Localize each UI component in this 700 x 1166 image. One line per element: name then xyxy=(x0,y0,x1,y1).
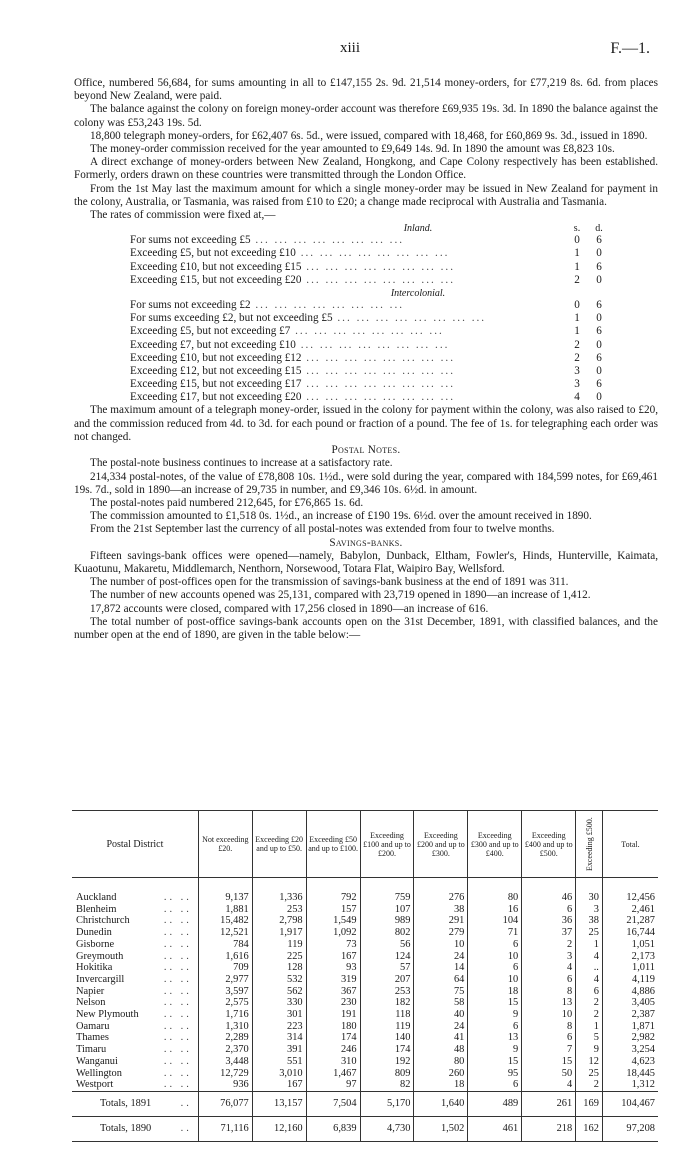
cell-value: 157 xyxy=(306,904,360,916)
cell-value: 6 xyxy=(468,939,522,951)
intercolonial-heading: Intercolonial. xyxy=(390,287,446,299)
cell-value: 75 xyxy=(414,986,468,998)
cell-value: 5,170 xyxy=(360,1091,414,1116)
commission-rates xyxy=(130,222,610,404)
cell-value: 30 xyxy=(576,878,603,904)
cell-value: 13 xyxy=(522,997,576,1009)
paragraph: 17,872 accounts were closed, compared with 17,256 closed in 1890—an increase of 616. xyxy=(90,602,489,615)
cell-value: 223 xyxy=(252,1021,306,1033)
cell-value: 46 xyxy=(522,878,576,904)
cell-value: 174 xyxy=(360,1044,414,1056)
cell-value: 191 xyxy=(306,1009,360,1021)
district-name: Invercargill .. .. xyxy=(76,973,192,985)
rate-shillings: 4 xyxy=(574,391,580,404)
cell-value: 8 xyxy=(522,986,576,998)
rate-label: Exceeding £7, but not exceeding £10 ... xyxy=(130,339,566,352)
cell-value: 2,461 xyxy=(602,904,658,916)
cell-value: 3 xyxy=(522,951,576,963)
rate-shillings: 2 xyxy=(574,273,580,286)
cell-value: 802 xyxy=(360,927,414,939)
cell-value: 15 xyxy=(468,1056,522,1068)
cell-value: 82 xyxy=(360,1079,414,1091)
column-header: Total. xyxy=(602,811,658,878)
cell-value: 9,137 xyxy=(198,878,252,904)
table-row xyxy=(72,986,658,998)
cell-value: 16 xyxy=(468,904,522,916)
cell-value: 12,160 xyxy=(252,1116,306,1141)
column-header: Exceeding £20 and up to £50. xyxy=(252,811,306,878)
table-row xyxy=(72,974,658,986)
cell-value: 225 xyxy=(252,951,306,963)
cell-value: 12 xyxy=(576,1056,603,1068)
rate-row xyxy=(130,261,610,274)
cell-value: 38 xyxy=(576,915,603,927)
cell-value: 1,310 xyxy=(198,1021,252,1033)
district-name: Thames .. .. xyxy=(76,1032,192,1044)
rate-pence: 6 xyxy=(596,234,602,247)
table-row xyxy=(72,997,658,1009)
paragraph: The maximum amount of a telegraph money-order, issued in the colony for payment within the colony, was also raised to £20, and the commission reduced from 4d. to 3d. for each pound or fraction of a pound. The fee of 1s. for telegraphing each order was not changed. xyxy=(74,404,658,443)
paragraph: From the 21st September last the currency of all postal-notes was extended from four to twelve months. xyxy=(90,523,555,536)
rate-pence: 0 xyxy=(596,247,602,260)
cell-value: 1,640 xyxy=(414,1091,468,1116)
cell-value: 24 xyxy=(414,1021,468,1033)
cell-value: 6,839 xyxy=(306,1116,360,1141)
cell-value: 1,716 xyxy=(198,1009,252,1021)
rate-label: Exceeding £15, but not exceeding £20 ... xyxy=(130,274,566,287)
rate-shillings: 1 xyxy=(574,325,580,338)
cell-value: 174 xyxy=(306,1032,360,1044)
cell-value: 18 xyxy=(468,986,522,998)
body-text xyxy=(74,77,658,642)
cell-value: 180 xyxy=(306,1021,360,1033)
table-row xyxy=(72,904,658,916)
cell-value: 21,287 xyxy=(602,915,658,927)
table-row xyxy=(72,939,658,951)
cell-value: 119 xyxy=(252,939,306,951)
table-row xyxy=(72,951,658,963)
cell-value: 93 xyxy=(306,962,360,974)
cell-value: 709 xyxy=(198,962,252,974)
cell-value: 291 xyxy=(414,915,468,927)
cell-value: 10 xyxy=(522,1009,576,1021)
cell-value: 1,549 xyxy=(306,915,360,927)
column-header: Postal District xyxy=(72,811,198,878)
cell-value: 8 xyxy=(522,1021,576,1033)
cell-value: 182 xyxy=(360,997,414,1009)
cell-value: 4 xyxy=(576,951,603,963)
cell-value: 2,977 xyxy=(198,974,252,986)
rate-pence: 6 xyxy=(596,378,602,391)
cell-value: 48 xyxy=(414,1044,468,1056)
rate-label: Exceeding £5, but not exceeding £7 ... xyxy=(130,325,566,338)
rate-shillings: 3 xyxy=(574,378,580,391)
district-name: Wanganui .. .. xyxy=(76,1055,192,1067)
cell-value: 989 xyxy=(360,915,414,927)
cell-value: 192 xyxy=(360,1056,414,1068)
paragraph: The total number of post-office savings-bank accounts open on the 31st December, 1891, with classified balances, and the number open at the end of 1890, are given in the table below:— xyxy=(74,615,658,641)
cell-value: 7 xyxy=(522,1044,576,1056)
cell-value: 489 xyxy=(468,1091,522,1116)
rate-shillings: 0 xyxy=(574,298,580,311)
cell-value: 367 xyxy=(306,986,360,998)
cell-value: 3 xyxy=(576,904,603,916)
cell-value: 253 xyxy=(252,904,306,916)
cell-value: 314 xyxy=(252,1032,306,1044)
table-row xyxy=(72,1044,658,1056)
paragraph: The commission amounted to £1,518 0s. 1½d., an increase of £190 19s. 6½d. over the amount received in 1890. xyxy=(90,510,592,523)
cell-value: 2,387 xyxy=(602,1009,658,1021)
cell-value: 6 xyxy=(522,1032,576,1044)
cell-value: 104 xyxy=(468,915,522,927)
cell-value: 461 xyxy=(468,1116,522,1141)
table-row xyxy=(72,1032,658,1044)
cell-value: 551 xyxy=(252,1056,306,1068)
district-name: New Plymouth .. .. xyxy=(76,1009,192,1021)
cell-value: 1,616 xyxy=(198,951,252,963)
cell-value: 10 xyxy=(468,951,522,963)
totals-label: Totals, 1890 .. xyxy=(72,1116,198,1141)
totals-label: Totals, 1891 .. xyxy=(72,1091,198,1116)
district-name: Dunedin .. .. xyxy=(76,927,192,939)
cell-value: 230 xyxy=(306,997,360,1009)
cell-value: 71,116 xyxy=(198,1116,252,1141)
column-header: Exceeding £100 and up to £200. xyxy=(360,811,414,878)
cell-value: 16,744 xyxy=(602,927,658,939)
rate-shillings: 2 xyxy=(574,351,580,364)
cell-value: 25 xyxy=(576,927,603,939)
cell-value: 936 xyxy=(198,1079,252,1091)
cell-value: 261 xyxy=(522,1091,576,1116)
cell-value: 6 xyxy=(576,986,603,998)
rate-pence: 6 xyxy=(596,351,602,364)
rate-pence: 0 xyxy=(596,391,602,404)
column-header: Exceeding £300 and up to £400. xyxy=(468,811,522,878)
rate-pence: 6 xyxy=(596,298,602,311)
cell-value: 1,312 xyxy=(602,1079,658,1091)
cell-value: 73 xyxy=(306,939,360,951)
cell-value: 6 xyxy=(468,1021,522,1033)
paragraph: The number of post-offices open for the transmission of savings-bank business at the end of 1891 was 311. xyxy=(90,576,569,589)
cell-value: 2,798 xyxy=(252,915,306,927)
rate-pence: 0 xyxy=(596,338,602,351)
cell-value: 15 xyxy=(522,1056,576,1068)
district-name: Hokitika .. .. xyxy=(76,962,192,974)
cell-value: 71 xyxy=(468,927,522,939)
cell-value: 80 xyxy=(414,1056,468,1068)
rate-row xyxy=(130,352,610,365)
paragraph: The rates of commission were fixed at,— xyxy=(90,209,276,222)
cell-value: 792 xyxy=(306,878,360,904)
cell-value: 97 xyxy=(306,1079,360,1091)
cell-value: 1,051 xyxy=(602,939,658,951)
cell-value: 2,575 xyxy=(198,997,252,1009)
rate-label: Exceeding £10, but not exceeding £12 ... xyxy=(130,352,566,365)
cell-value: 13 xyxy=(468,1032,522,1044)
cell-value: 1,467 xyxy=(306,1068,360,1080)
cell-value: 253 xyxy=(360,986,414,998)
cell-value: 41 xyxy=(414,1032,468,1044)
cell-value: 12,521 xyxy=(198,927,252,939)
cell-value: 4,623 xyxy=(602,1056,658,1068)
district-name: Wellington .. .. xyxy=(76,1067,192,1079)
rate-label: For sums not exceeding £5 ... xyxy=(130,234,566,247)
cell-value: 1,502 xyxy=(414,1116,468,1141)
cell-value: 162 xyxy=(576,1116,603,1141)
paragraph: The postal-note business continues to increase at a satisfactory rate. xyxy=(90,457,393,470)
cell-value: 118 xyxy=(360,1009,414,1021)
cell-value: 4 xyxy=(522,1079,576,1091)
table-header-row xyxy=(72,811,658,878)
cell-value: 1 xyxy=(576,939,603,951)
cell-value: 167 xyxy=(306,951,360,963)
cell-value: 104,467 xyxy=(602,1091,658,1116)
cell-value: 2,173 xyxy=(602,951,658,963)
rate-shillings: 1 xyxy=(574,312,580,325)
cell-value: 310 xyxy=(306,1056,360,1068)
cell-value: 218 xyxy=(522,1116,576,1141)
paragraph: From the 1st May last the maximum amount for which a single money-order may be issued in New Zealand for payment in the colony, Australia, or Tasmania, was raised from £10 to £20; a change made reciprocal with Australia and Tasmania. xyxy=(74,182,658,208)
rate-label: Exceeding £15, but not exceeding £17 ... xyxy=(130,378,566,391)
rates-header xyxy=(130,222,610,234)
cell-value: 4,730 xyxy=(360,1116,414,1141)
cell-value: 128 xyxy=(252,962,306,974)
cell-value: 207 xyxy=(360,974,414,986)
cell-value: 40 xyxy=(414,1009,468,1021)
table-row xyxy=(72,1056,658,1068)
cell-value: 330 xyxy=(252,997,306,1009)
cell-value: 4 xyxy=(522,962,576,974)
cell-value: 759 xyxy=(360,878,414,904)
cell-value: 1,881 xyxy=(198,904,252,916)
district-name: Westport .. .. xyxy=(76,1079,192,1091)
cell-value: 319 xyxy=(306,974,360,986)
cell-value: 12,729 xyxy=(198,1068,252,1080)
intercolonial-header xyxy=(130,287,610,299)
rate-row xyxy=(130,247,610,260)
rate-pence: 6 xyxy=(596,325,602,338)
rate-label: Exceeding £5, but not exceeding £10 ... xyxy=(130,247,566,260)
cell-value: 1,871 xyxy=(602,1021,658,1033)
cell-value: 532 xyxy=(252,974,306,986)
column-header: Exceeding £50 and up to £100. xyxy=(306,811,360,878)
cell-value: 25 xyxy=(576,1068,603,1080)
cell-value: 2,289 xyxy=(198,1032,252,1044)
table-row xyxy=(72,927,658,939)
cell-value: 1,011 xyxy=(602,962,658,974)
cell-value: 76,077 xyxy=(198,1091,252,1116)
cell-value: 301 xyxy=(252,1009,306,1021)
rate-row xyxy=(130,339,610,352)
column-header: Exceeding £500. xyxy=(576,811,603,878)
paragraph: The money-order commission received for the year amounted to £9,649 14s. 9d. In 1890 the amount was £8,823 10s. xyxy=(90,143,615,156)
cell-value: 97,208 xyxy=(602,1116,658,1141)
cell-value: 1,092 xyxy=(306,927,360,939)
savings-banks-heading: Savings-banks. xyxy=(329,536,403,549)
cell-value: 50 xyxy=(522,1068,576,1080)
cell-value: 9 xyxy=(468,1044,522,1056)
rate-label: Exceeding £12, but not exceeding £15 ... xyxy=(130,365,566,378)
rate-label: Exceeding £10, but not exceeding £15 ... xyxy=(130,261,566,274)
cell-value: 4 xyxy=(576,974,603,986)
rate-row xyxy=(130,312,610,325)
cell-value: 10 xyxy=(414,939,468,951)
savings-accounts-table xyxy=(72,810,658,1142)
rate-row xyxy=(130,274,610,287)
cell-value: 64 xyxy=(414,974,468,986)
cell-value: 80 xyxy=(468,878,522,904)
cell-value: 12,456 xyxy=(602,878,658,904)
table-row xyxy=(72,1009,658,1021)
rate-shillings: 3 xyxy=(574,364,580,377)
cell-value: 37 xyxy=(522,927,576,939)
paragraph: 18,800 telegraph money-orders, for £62,407 6s. 5d., were issued, compared with 18,468, for £60,869 9s. 3d., issued in 1890. xyxy=(90,129,648,142)
district-name: Christchurch .. .. xyxy=(76,915,192,927)
cell-value: 9 xyxy=(576,1044,603,1056)
rate-label: For sums not exceeding £2 ... xyxy=(130,299,566,312)
table-row xyxy=(72,915,658,927)
cell-value: 3,448 xyxy=(198,1056,252,1068)
column-header: Exceeding £200 and up to £300. xyxy=(414,811,468,878)
cell-value: 38 xyxy=(414,904,468,916)
cell-value: 562 xyxy=(252,986,306,998)
cell-value: 167 xyxy=(252,1079,306,1091)
cell-value: 3,405 xyxy=(602,997,658,1009)
paragraph: The number of new accounts opened was 25,131, compared with 23,719 opened in 1890—an increase of 1,412. xyxy=(90,589,591,602)
cell-value: 1,336 xyxy=(252,878,306,904)
cell-value: 124 xyxy=(360,951,414,963)
inland-heading: Inland. xyxy=(403,223,433,235)
cell-value: 15,482 xyxy=(198,915,252,927)
cell-value: 56 xyxy=(360,939,414,951)
cell-value: .. xyxy=(576,962,603,974)
district-name: Blenheim .. .. xyxy=(76,903,192,915)
cell-value: 6 xyxy=(522,904,576,916)
cell-value: 279 xyxy=(414,927,468,939)
cell-value: 18,445 xyxy=(602,1068,658,1080)
cell-value: 7,504 xyxy=(306,1091,360,1116)
rate-label: For sums exceeding £2, but not exceeding £5 ... xyxy=(130,312,566,325)
rate-label: Exceeding £17, but not exceeding £20 ... xyxy=(130,391,566,404)
paragraph: Office, numbered 56,684, for sums amounting in all to £147,155 2s. 9d. 21,514 money-orders, for £77,219 8s. 6d. from places beyond New Zealand, were paid. xyxy=(74,77,658,103)
totals-row xyxy=(72,1091,658,1116)
cell-value: 15 xyxy=(468,997,522,1009)
table-row xyxy=(72,1079,658,1091)
paragraph: The balance against the colony on foreign money-order account was therefore £69,935 19s. 3d. In 1890 the balance against the colony was £53,243 19s. 5d. xyxy=(74,103,658,129)
cell-value: 13,157 xyxy=(252,1091,306,1116)
cell-value: 4,886 xyxy=(602,986,658,998)
cell-value: 2,982 xyxy=(602,1032,658,1044)
cell-value: 2 xyxy=(576,997,603,1009)
table-row xyxy=(72,1021,658,1033)
cell-value: 18 xyxy=(414,1079,468,1091)
rate-shillings: 0 xyxy=(574,234,580,247)
rate-shillings: 1 xyxy=(574,260,580,273)
rate-pence: 0 xyxy=(596,273,602,286)
cell-value: 1 xyxy=(576,1021,603,1033)
cell-value: 24 xyxy=(414,951,468,963)
paragraph: The postal-notes paid numbered 212,645, for £76,865 1s. 6d. xyxy=(90,496,364,509)
rate-shillings: 1 xyxy=(574,247,580,260)
cell-value: 784 xyxy=(198,939,252,951)
district-name: Nelson .. .. xyxy=(76,997,192,1009)
cell-value: 57 xyxy=(360,962,414,974)
cell-value: 169 xyxy=(576,1091,603,1116)
cell-value: 809 xyxy=(360,1068,414,1080)
table-row xyxy=(72,1068,658,1080)
rate-row xyxy=(130,234,610,247)
shillings-column-heading: s. xyxy=(573,223,581,235)
cell-value: 1,917 xyxy=(252,927,306,939)
district-name: Timaru .. .. xyxy=(76,1044,192,1056)
cell-value: 107 xyxy=(360,904,414,916)
cell-value: 276 xyxy=(414,878,468,904)
paragraph: A direct exchange of money-orders between New Zealand, Hongkong, and Cape Colony respectively has been established. Formerly, orders drawn on these countries were transmitted through the London Office. xyxy=(74,156,658,182)
district-name: Auckland .. .. xyxy=(76,892,192,903)
rate-pence: 0 xyxy=(596,364,602,377)
column-header: Not exceeding £20. xyxy=(198,811,252,878)
district-name: Napier .. .. xyxy=(76,985,192,997)
rate-pence: 6 xyxy=(596,260,602,273)
cell-value: 119 xyxy=(360,1021,414,1033)
cell-value: 3,254 xyxy=(602,1044,658,1056)
totals-row xyxy=(72,1116,658,1141)
table-row xyxy=(72,878,658,904)
district-name: Oamaru .. .. xyxy=(76,1020,192,1032)
rate-row xyxy=(130,391,610,404)
cell-value: 58 xyxy=(414,997,468,1009)
cell-value: 6 xyxy=(522,974,576,986)
rate-row xyxy=(130,299,610,312)
rate-row xyxy=(130,365,610,378)
cell-value: 4,119 xyxy=(602,974,658,986)
rate-pence: 0 xyxy=(596,312,602,325)
postal-notes-heading: Postal Notes. xyxy=(331,444,401,457)
district-name: Greymouth .. .. xyxy=(76,950,192,962)
paragraph: 214,334 postal-notes, of the value of £78,808 10s. 1½d., were sold during the year, compared with 184,599 notes, for £69,461 19s. 7d., sold in 1890—an increase of 29,735 in number, and £9,346 10s. 6½d. in amount. xyxy=(74,470,658,496)
cell-value: 5 xyxy=(576,1032,603,1044)
rate-row xyxy=(130,325,610,338)
cell-value: 6 xyxy=(468,1079,522,1091)
document-reference: F.—1. xyxy=(610,40,650,57)
district-name: Gisborne .. .. xyxy=(76,938,192,950)
cell-value: 14 xyxy=(414,962,468,974)
cell-value: 260 xyxy=(414,1068,468,1080)
cell-value: 2 xyxy=(522,939,576,951)
rate-row xyxy=(130,378,610,391)
cell-value: 140 xyxy=(360,1032,414,1044)
cell-value: 9 xyxy=(468,1009,522,1021)
table-row xyxy=(72,962,658,974)
cell-value: 6 xyxy=(468,962,522,974)
cell-value: 391 xyxy=(252,1044,306,1056)
cell-value: 10 xyxy=(468,974,522,986)
pence-column-heading: d. xyxy=(595,223,603,235)
cell-value: 246 xyxy=(306,1044,360,1056)
paragraph: Fifteen savings-bank offices were opened—namely, Babylon, Dunback, Eltham, Fowler's, Hinds, Hunterville, Kaimata, Kuaotunu, Makaretu, Middlemarch, Nenthorn, Norsewood, Totara Flat, Waipiro Bay, Wellsford. xyxy=(74,549,658,575)
cell-value: 3,597 xyxy=(198,986,252,998)
column-header: Exceeding £400 and up to £500. xyxy=(522,811,576,878)
page-number: xiii xyxy=(339,40,360,56)
cell-value: 36 xyxy=(522,915,576,927)
cell-value: 3,010 xyxy=(252,1068,306,1080)
rate-shillings: 2 xyxy=(574,338,580,351)
cell-value: 95 xyxy=(468,1068,522,1080)
cell-value: 2,370 xyxy=(198,1044,252,1056)
cell-value: 2 xyxy=(576,1079,603,1091)
cell-value: 2 xyxy=(576,1009,603,1021)
